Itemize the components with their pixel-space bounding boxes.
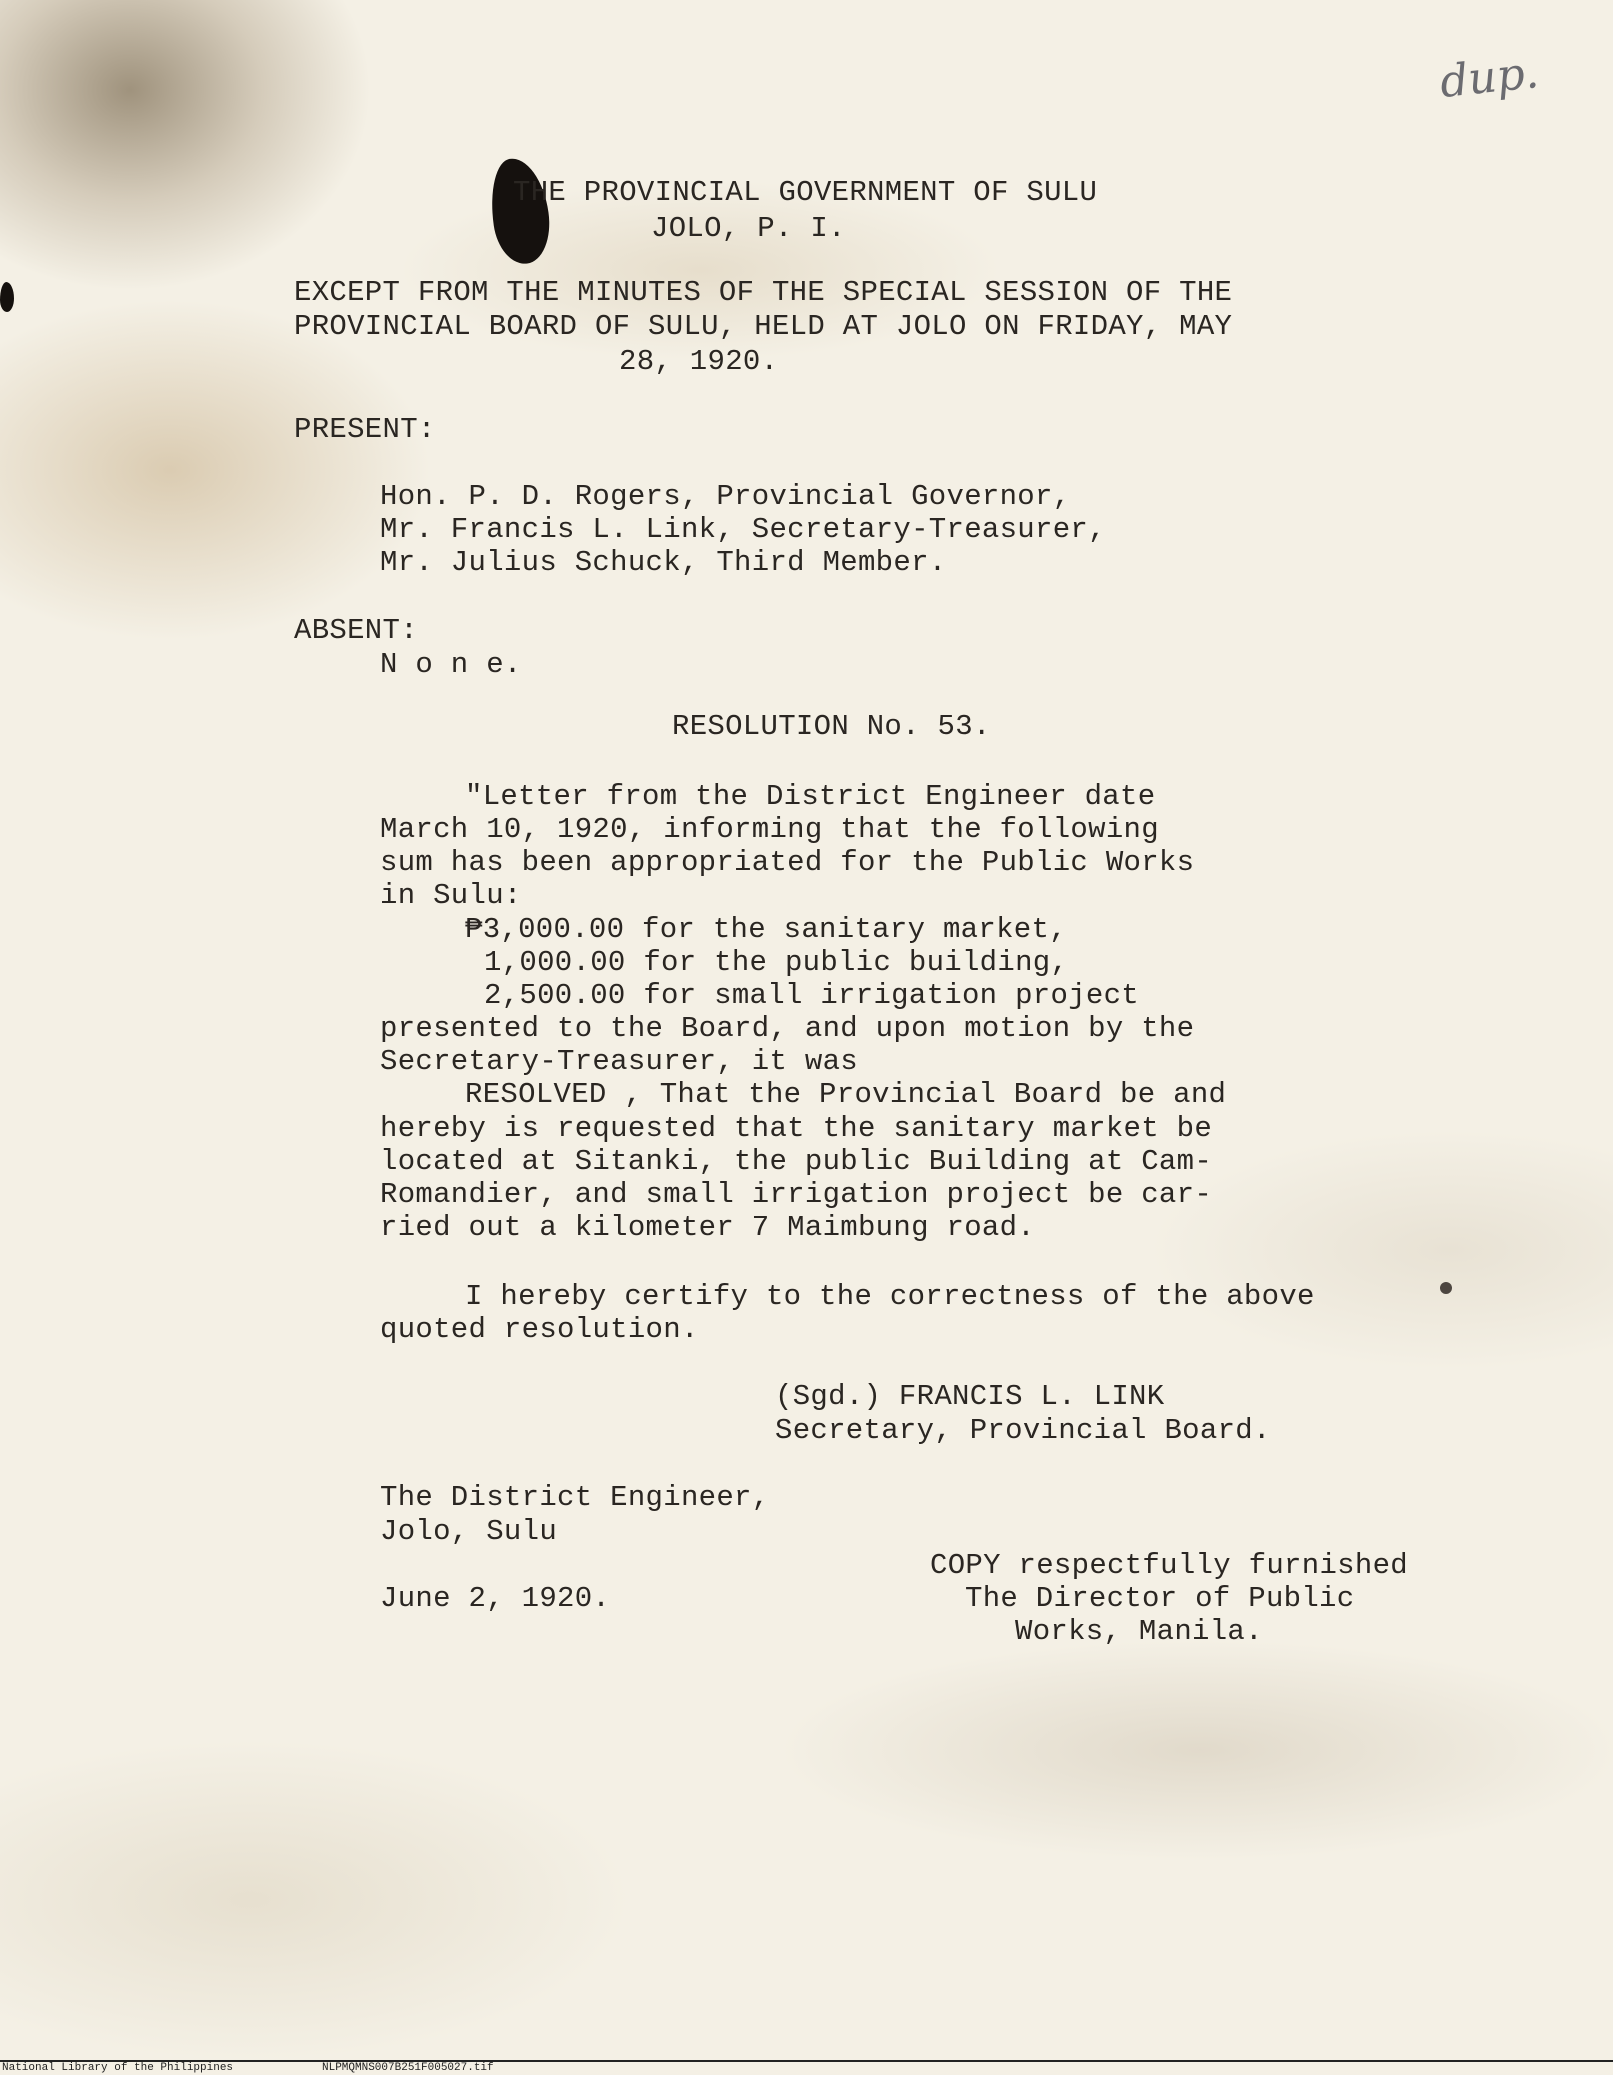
addressee-line-1: The District Engineer, bbox=[380, 1481, 770, 1514]
resolution-line: March 10, 1920, informing that the following bbox=[380, 813, 1159, 846]
present-member: Mr. Julius Schuck, Third Member. bbox=[380, 546, 947, 579]
resolution-line: ried out a kilometer 7 Maimbung road. bbox=[380, 1211, 1036, 1244]
appropriation-line: ₱3,000.00 for the sanitary market, bbox=[465, 913, 1067, 946]
certification-line-2: quoted resolution. bbox=[380, 1313, 699, 1346]
resolution-line: Romandier, and small irrigation project be car- bbox=[380, 1178, 1213, 1211]
signature-title: Secretary, Provincial Board. bbox=[775, 1414, 1271, 1447]
appropriation-line: 1,000.00 for the public building, bbox=[484, 946, 1069, 979]
footer-file-id: NLPMQMNS007B251F005027.tif bbox=[322, 2062, 494, 2074]
addressee-line-2: Jolo, Sulu bbox=[380, 1515, 558, 1548]
footer-rule bbox=[0, 2060, 1613, 2062]
present-label: PRESENT: bbox=[294, 413, 436, 446]
copy-line-1: COPY respectfully furnished bbox=[930, 1549, 1408, 1582]
resolution-title: RESOLUTION No. 53. bbox=[672, 710, 991, 743]
signature-name: (Sgd.) FRANCIS L. LINK bbox=[775, 1380, 1165, 1413]
present-member: Hon. P. D. Rogers, Provincial Governor, bbox=[380, 480, 1071, 513]
ink-spot bbox=[0, 282, 14, 312]
header-location: JOLO, P. I. bbox=[651, 212, 846, 245]
absent-label: ABSENT: bbox=[294, 614, 418, 647]
header-government: THE PROVINCIAL GOVERNMENT OF SULU bbox=[513, 176, 1098, 209]
excerpt-line-2: PROVINCIAL BOARD OF SULU, HELD AT JOLO ON FRIDAY, MAY bbox=[294, 310, 1233, 343]
resolution-line: sum has been appropriated for the Public Works bbox=[380, 846, 1195, 879]
handwritten-note: dup. bbox=[1437, 46, 1542, 109]
ink-spot bbox=[1440, 1282, 1452, 1294]
copy-line-2: The Director of Public bbox=[965, 1582, 1355, 1615]
resolution-line: in Sulu: bbox=[380, 879, 522, 912]
certification-line-1: I hereby certify to the correctness of the above bbox=[465, 1280, 1315, 1313]
document-date: June 2, 1920. bbox=[380, 1582, 611, 1615]
resolved-line: RESOLVED , That the Provincial Board be and bbox=[465, 1078, 1227, 1111]
footer-institution: National Library of the Philippines bbox=[2, 2062, 234, 2074]
excerpt-line-3: 28, 1920. bbox=[619, 345, 779, 378]
appropriation-line: 2,500.00 for small irrigation project bbox=[484, 979, 1140, 1012]
resolution-line: hereby is requested that the sanitary market be bbox=[380, 1112, 1213, 1145]
resolution-line: Secretary-Treasurer, it was bbox=[380, 1045, 858, 1078]
resolution-line: presented to the Board, and upon motion by the bbox=[380, 1012, 1195, 1045]
absent-value: N o n e. bbox=[380, 648, 522, 681]
resolution-line: "Letter from the District Engineer date bbox=[465, 780, 1156, 813]
copy-line-3: Works, Manila. bbox=[1015, 1615, 1263, 1648]
excerpt-line-1: EXCEPT FROM THE MINUTES OF THE SPECIAL SESSION OF THE bbox=[294, 276, 1233, 309]
present-member: Mr. Francis L. Link, Secretary-Treasurer, bbox=[380, 513, 1106, 546]
resolution-line: located at Sitanki, the public Building at Cam- bbox=[380, 1145, 1213, 1178]
